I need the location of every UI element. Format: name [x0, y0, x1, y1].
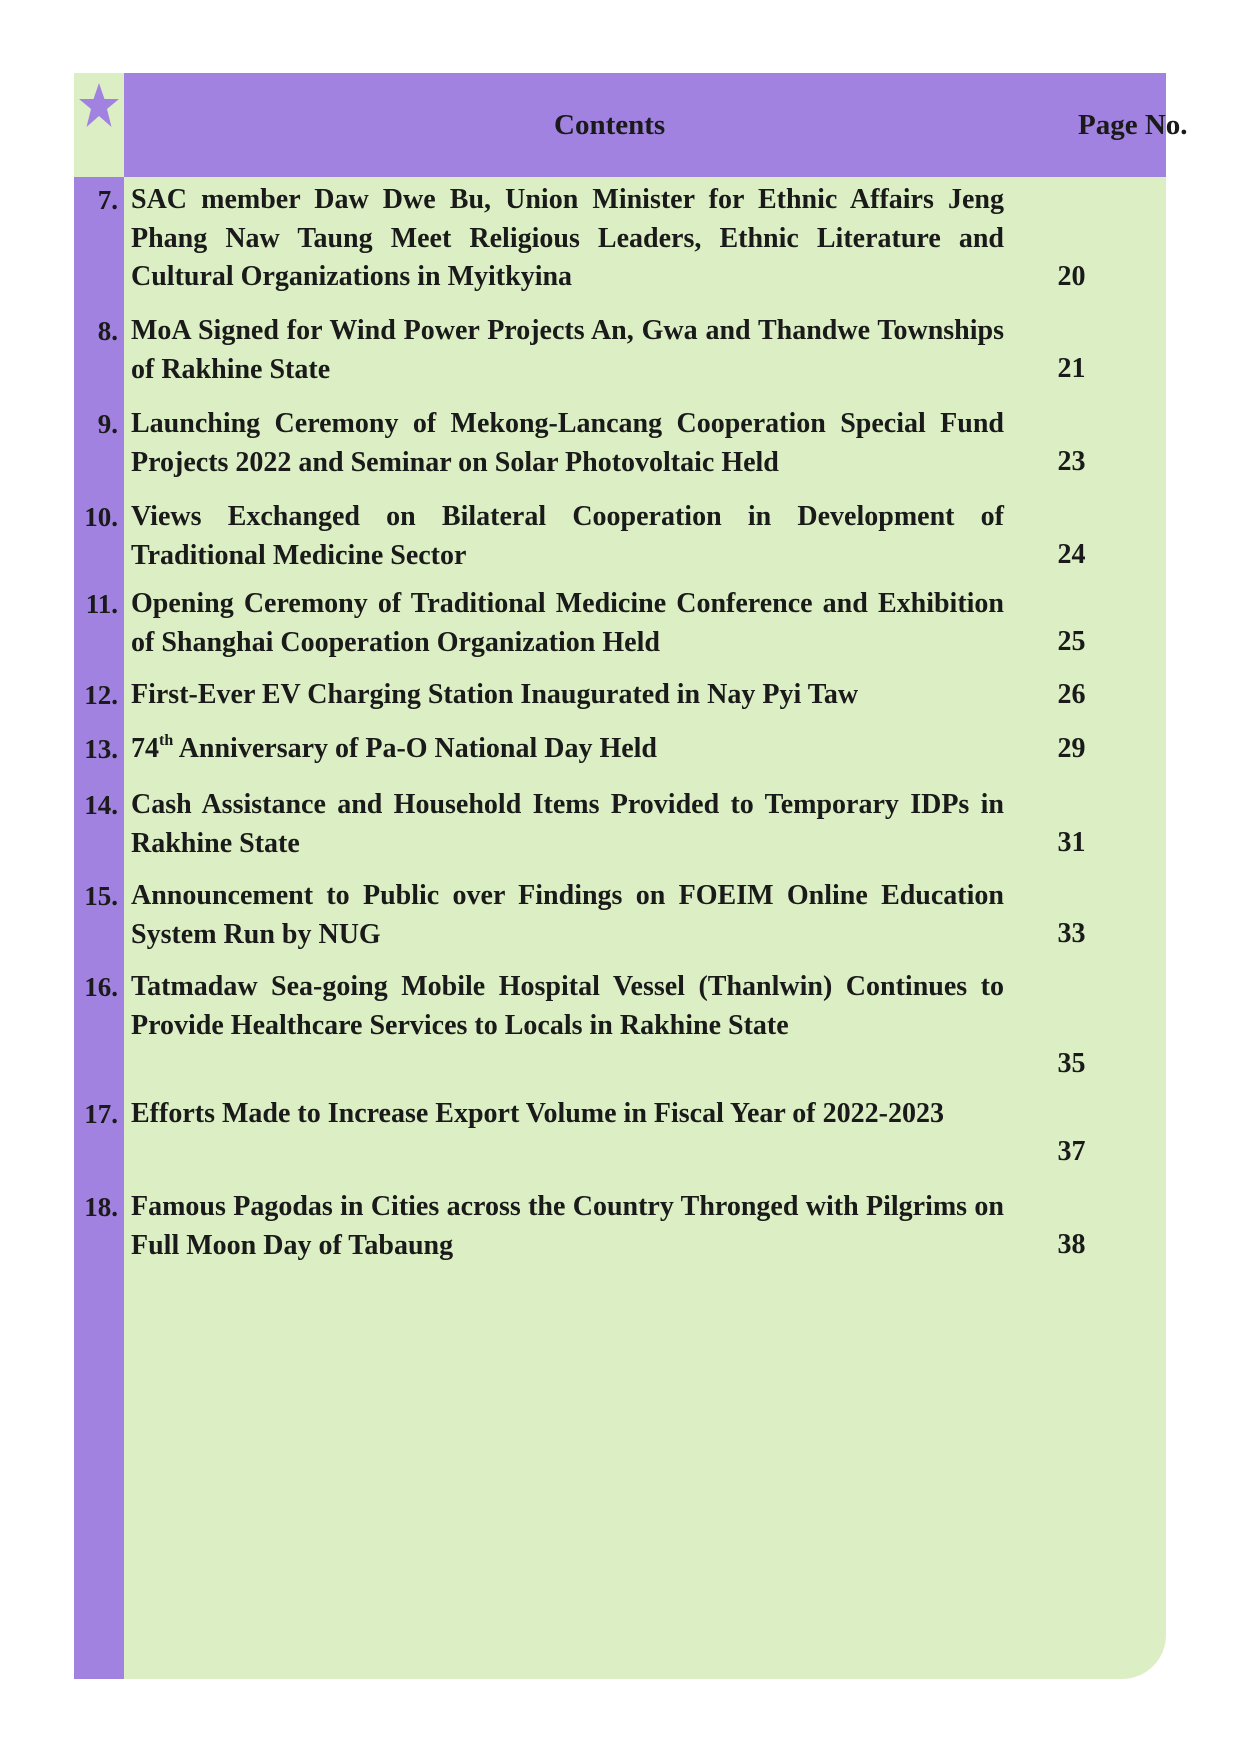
entry-number: 13. — [84, 734, 118, 764]
contents-panel — [74, 73, 1188, 1679]
entry-title: Tatmadaw Sea-going Mobile Hospital Vessel (Thanlwin) Continues to Provide Healthcare Services to Locals in Rakhine State — [131, 971, 1004, 1041]
entry-number: 9. — [97, 409, 118, 439]
entry-title: Views Exchanged on Bilateral Cooperation in Development of Traditional Medicine Sector — [131, 501, 1004, 571]
entry-title: MoA Signed for Wind Power Projects An, Gwa and Thandwe Townships of Rakhine State — [131, 315, 1004, 385]
entry-title — [131, 730, 1004, 769]
entry-title-number: 74 — [131, 733, 159, 764]
entry-page: 24 — [1057, 539, 1086, 570]
entry-number: 18. — [84, 1192, 118, 1222]
entry-number: 14. — [84, 790, 118, 820]
entry-page: 25 — [1057, 626, 1086, 657]
entry-title: First-Ever EV Charging Station Inaugurated in Nay Pyi Taw — [131, 679, 859, 710]
entry-number: 8. — [97, 316, 118, 346]
entry-page: 35 — [1057, 1048, 1086, 1079]
contents-heading: Contents — [554, 109, 666, 141]
entry-title-text: Anniversary of Pa-O National Day Held — [173, 733, 657, 764]
entry-number: 12. — [84, 680, 118, 710]
entry-title: Opening Ceremony of Traditional Medicine Conference and Exhibition of Shanghai Cooperation Organization Held — [131, 588, 1004, 658]
entry-number: 7. — [97, 185, 118, 215]
entry-title: Announcement to Public over Findings on FOEIM Online Education System Run by NUG — [131, 880, 1004, 950]
entry-title: Famous Pagodas in Cities across the Country Thronged with Pilgrims on Full Moon Day of Tabaung — [131, 1191, 1004, 1261]
entry-page: 23 — [1057, 446, 1086, 477]
entry-page: 21 — [1057, 353, 1086, 384]
entry-title: Cash Assistance and Household Items Provided to Temporary IDPs in Rakhine State — [131, 789, 1004, 859]
entry-page: 26 — [1057, 679, 1086, 710]
entry-page: 20 — [1057, 261, 1086, 292]
entry-number: 17. — [84, 1099, 118, 1129]
star-corner — [74, 73, 124, 177]
contents-header — [124, 73, 1188, 177]
entry-title: Efforts Made to Increase Export Volume in Fiscal Year of 2022-2023 — [131, 1098, 944, 1129]
entry-title-superscript: th — [159, 732, 174, 749]
entry-number: 15. — [84, 881, 118, 911]
entry-number: 16. — [84, 972, 118, 1002]
entry-page: 37 — [1057, 1136, 1086, 1167]
entry-page: 31 — [1057, 827, 1086, 858]
entry-title: SAC member Daw Dwe Bu, Union Minister for Ethnic Affairs Jeng Phang Naw Taung Meet Religious Leaders, Ethnic Literature and Cultural Organizations in Myitkyina — [131, 184, 1004, 292]
entry-title: Launching Ceremony of Mekong-Lancang Cooperation Special Fund Projects 2022 and Seminar on Solar Photovoltaic Held — [131, 408, 1004, 478]
entry-number: 11. — [85, 589, 118, 619]
star-icon — [78, 81, 120, 131]
page-number-heading: Page No. — [1078, 109, 1188, 141]
entry-page: 38 — [1057, 1229, 1086, 1260]
entry-page: 29 — [1057, 733, 1086, 764]
entry-page: 33 — [1057, 918, 1086, 949]
entry-number: 10. — [84, 502, 118, 532]
